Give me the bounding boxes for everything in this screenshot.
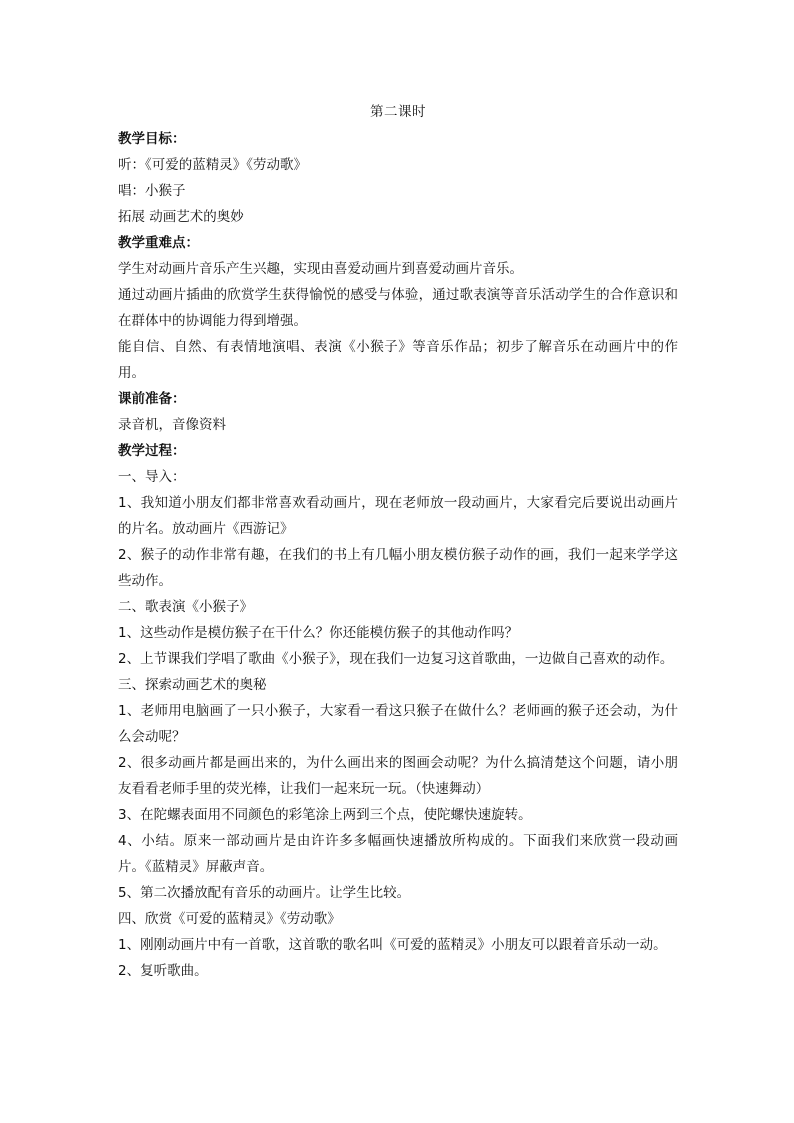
document-page: [118, 100, 678, 984]
goals-heading: 教学目标：: [118, 131, 186, 147]
goals-item-listen: 听：《可爱的蓝精灵》《劳动歌》: [118, 157, 307, 173]
process-step: 5、第二次播放配有音乐的动画片。让学生比较。: [118, 885, 411, 901]
process-step: 2、很多动画片都是画出来的，为什么画出来的图画会动呢？为什么搞清楚这个问题，请小朋友看看老师手里的荧光棒，让我们一起来玩一玩。（快速舞动）: [118, 755, 678, 797]
process-step: 4、小结。原来一部动画片是由许许多多幅画快速播放所构成的。下面我们来欣赏一段动画片。《蓝精灵》屏蔽声音。: [118, 833, 678, 875]
process-section-intro: 一、导入：: [118, 469, 186, 485]
key-points-item-2: 通过动画片插曲的欣赏学生获得愉悦的感受与体验，通过歌表演等音乐活动学生的合作意识和在群体中的协调能力得到增强。: [118, 287, 678, 329]
process-step: 3、在陀螺表面用不同颜色的彩笔涂上两到三个点，使陀螺快速旋转。: [118, 807, 532, 823]
key-points-heading: 教学重难点：: [118, 235, 199, 251]
key-points-item-1: 学生对动画片音乐产生兴趣，实现由喜爱动画片到喜爱动画片音乐。: [118, 261, 523, 277]
process-step: 1、老师用电脑画了一只小猴子，大家看一看这只猴子在做什么？老师画的猴子还会动，为什么会动呢？: [118, 703, 678, 745]
process-step: 2、猴子的动作非常有趣，在我们的书上有几幅小朋友模仿猴子动作的画，我们一起来学学这些动作。: [118, 547, 678, 589]
preparation-heading: 课前准备：: [118, 391, 186, 407]
page-title: 第二课时: [370, 104, 426, 120]
process-heading: 教学过程：: [118, 443, 186, 459]
goals-item-sing: 唱：小猴子: [118, 183, 186, 199]
key-points-item-3: 能自信、自然、有表情地演唱、表演《小猴子》等音乐作品；初步了解音乐在动画片中的作用。: [118, 339, 678, 381]
process-step: 1、我知道小朋友们都非常喜欢看动画片，现在老师放一段动画片，大家看完后要说出动画片的片名。放动画片《西游记》: [118, 495, 678, 537]
process-step: 1、这些动作是模仿猴子在干什么？你还能模仿猴子的其他动作吗？: [118, 625, 519, 641]
process-step: 1、刚刚动画片中有一首歌，这首歌的歌名叫《可爱的蓝精灵》小朋友可以跟着音乐动一动。: [118, 937, 667, 953]
goals-item-extend: 拓展 动画艺术的奥妙: [118, 209, 244, 225]
process-step: 2、复听歌曲。: [118, 963, 208, 979]
preparation-item-1: 录音机，音像资料: [118, 417, 226, 433]
process-section-song: 二、歌表演《小猴子》: [118, 599, 253, 615]
process-step: 2、上节课我们学唱了歌曲《小猴子》，现在我们一边复习这首歌曲，一边做自己喜欢的动作。: [118, 651, 674, 667]
process-section-explore: 三、探索动画艺术的奥秘: [118, 677, 267, 693]
process-section-appreciate: 四、欣赏《可爱的蓝精灵》《劳动歌》: [118, 911, 341, 927]
